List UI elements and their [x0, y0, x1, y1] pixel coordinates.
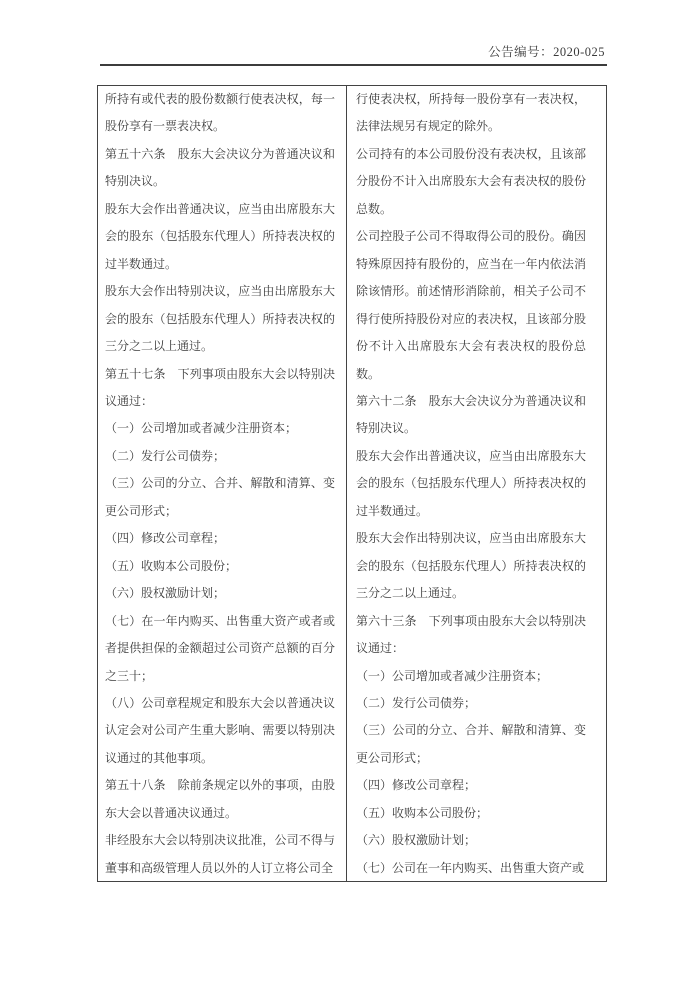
paragraph: （六）股权激励计划；: [356, 833, 477, 848]
right-column: [347, 86, 606, 881]
paragraph: 行使表决权，所持每一股份享有一表决权，法律法规另有规定的除外。: [356, 92, 586, 134]
announcement-number: 公告编号：2020-025: [488, 45, 605, 59]
paragraph: （二）发行公司债券；: [356, 695, 477, 710]
paragraph: 股东大会作出普通决议，应当由出席股东大会的股东（包括股东代理人）所持表决权的过半数通过。: [356, 448, 586, 518]
paragraph: 股东大会作出特别决议，应当由出席股东大会的股东（包括股东代理人）所持表决权的三分之二以上通过。: [356, 531, 586, 601]
paragraph: 第五十六条 股东大会决议分为普通决议和特别决议。: [105, 146, 335, 189]
paragraph: （五）收购本公司股份；: [356, 805, 489, 820]
paragraph: （六）股权激励计划；: [105, 586, 226, 601]
paragraph: （七）公司在一年内购买、出售重大资产或: [356, 860, 585, 875]
paragraph: 第五十七条 下列事项由股东大会以特别决议通过：: [105, 366, 335, 408]
paragraph: 非经股东大会以特别决议批准，公司不得与董事和高级管理人员以外的人订立将公司全: [105, 833, 335, 875]
paragraph: 第六十二条 股东大会决议分为普通决议和特别决议。: [356, 393, 586, 436]
paragraph: 第五十八条 除前条规定以外的事项，由股东大会以普通决议通过。: [105, 778, 335, 820]
paragraph: （八）公司章程规定和股东大会以普通决议认定会对公司产生重大影响、需要以特别决议通过的其他事项。: [105, 695, 335, 765]
paragraph: 公司控股子公司不得取得公司的股份。确因特殊原因持有股份的，应当在一年内依法消除该情形。前述情形消除前，相关子公司不得行使所持股份对应的表决权，且该部分股份不计入出席股东大会有表决权的股份总数。: [356, 229, 586, 381]
paragraph: （四）修改公司章程；: [356, 778, 477, 793]
paragraph: （一）公司增加或者减少注册资本；: [105, 421, 298, 436]
paragraph: （七）在一年内购买、出售重大资产或者或者提供担保的金额超过公司资产总额的百分之三十；: [105, 613, 335, 683]
paragraph: （二）发行公司债券；: [105, 448, 226, 463]
header-divider: [100, 64, 607, 66]
left-column: [98, 86, 347, 881]
paragraph: （四）修改公司章程；: [105, 531, 226, 546]
articles-table: [97, 85, 607, 882]
paragraph: 第六十三条 下列事项由股东大会以特别决议通过：: [356, 613, 586, 656]
paragraph: 所持有或代表的股份数额行使表决权，每一股份享有一票表决权。: [105, 92, 335, 134]
paragraph: （三）公司的分立、合并、解散和清算、变更公司形式；: [105, 476, 335, 518]
paragraph: 公司持有的本公司股份没有表决权，且该部分股份不计入出席股东大会有表决权的股份总数。: [356, 146, 586, 216]
paragraph: 股东大会作出特别决议，应当由出席股东大会的股东（包括股东代理人）所持表决权的三分之二以上通过。: [105, 284, 335, 354]
paragraph: （一）公司增加或者减少注册资本；: [356, 668, 549, 683]
paragraph: （三）公司的分立、合并、解散和清算、变更公司形式；: [356, 723, 586, 765]
paragraph: 股东大会作出普通决议，应当由出席股东大会的股东（包括股东代理人）所持表决权的过半数通过。: [105, 201, 335, 271]
paragraph: （五）收购本公司股份；: [105, 558, 238, 573]
